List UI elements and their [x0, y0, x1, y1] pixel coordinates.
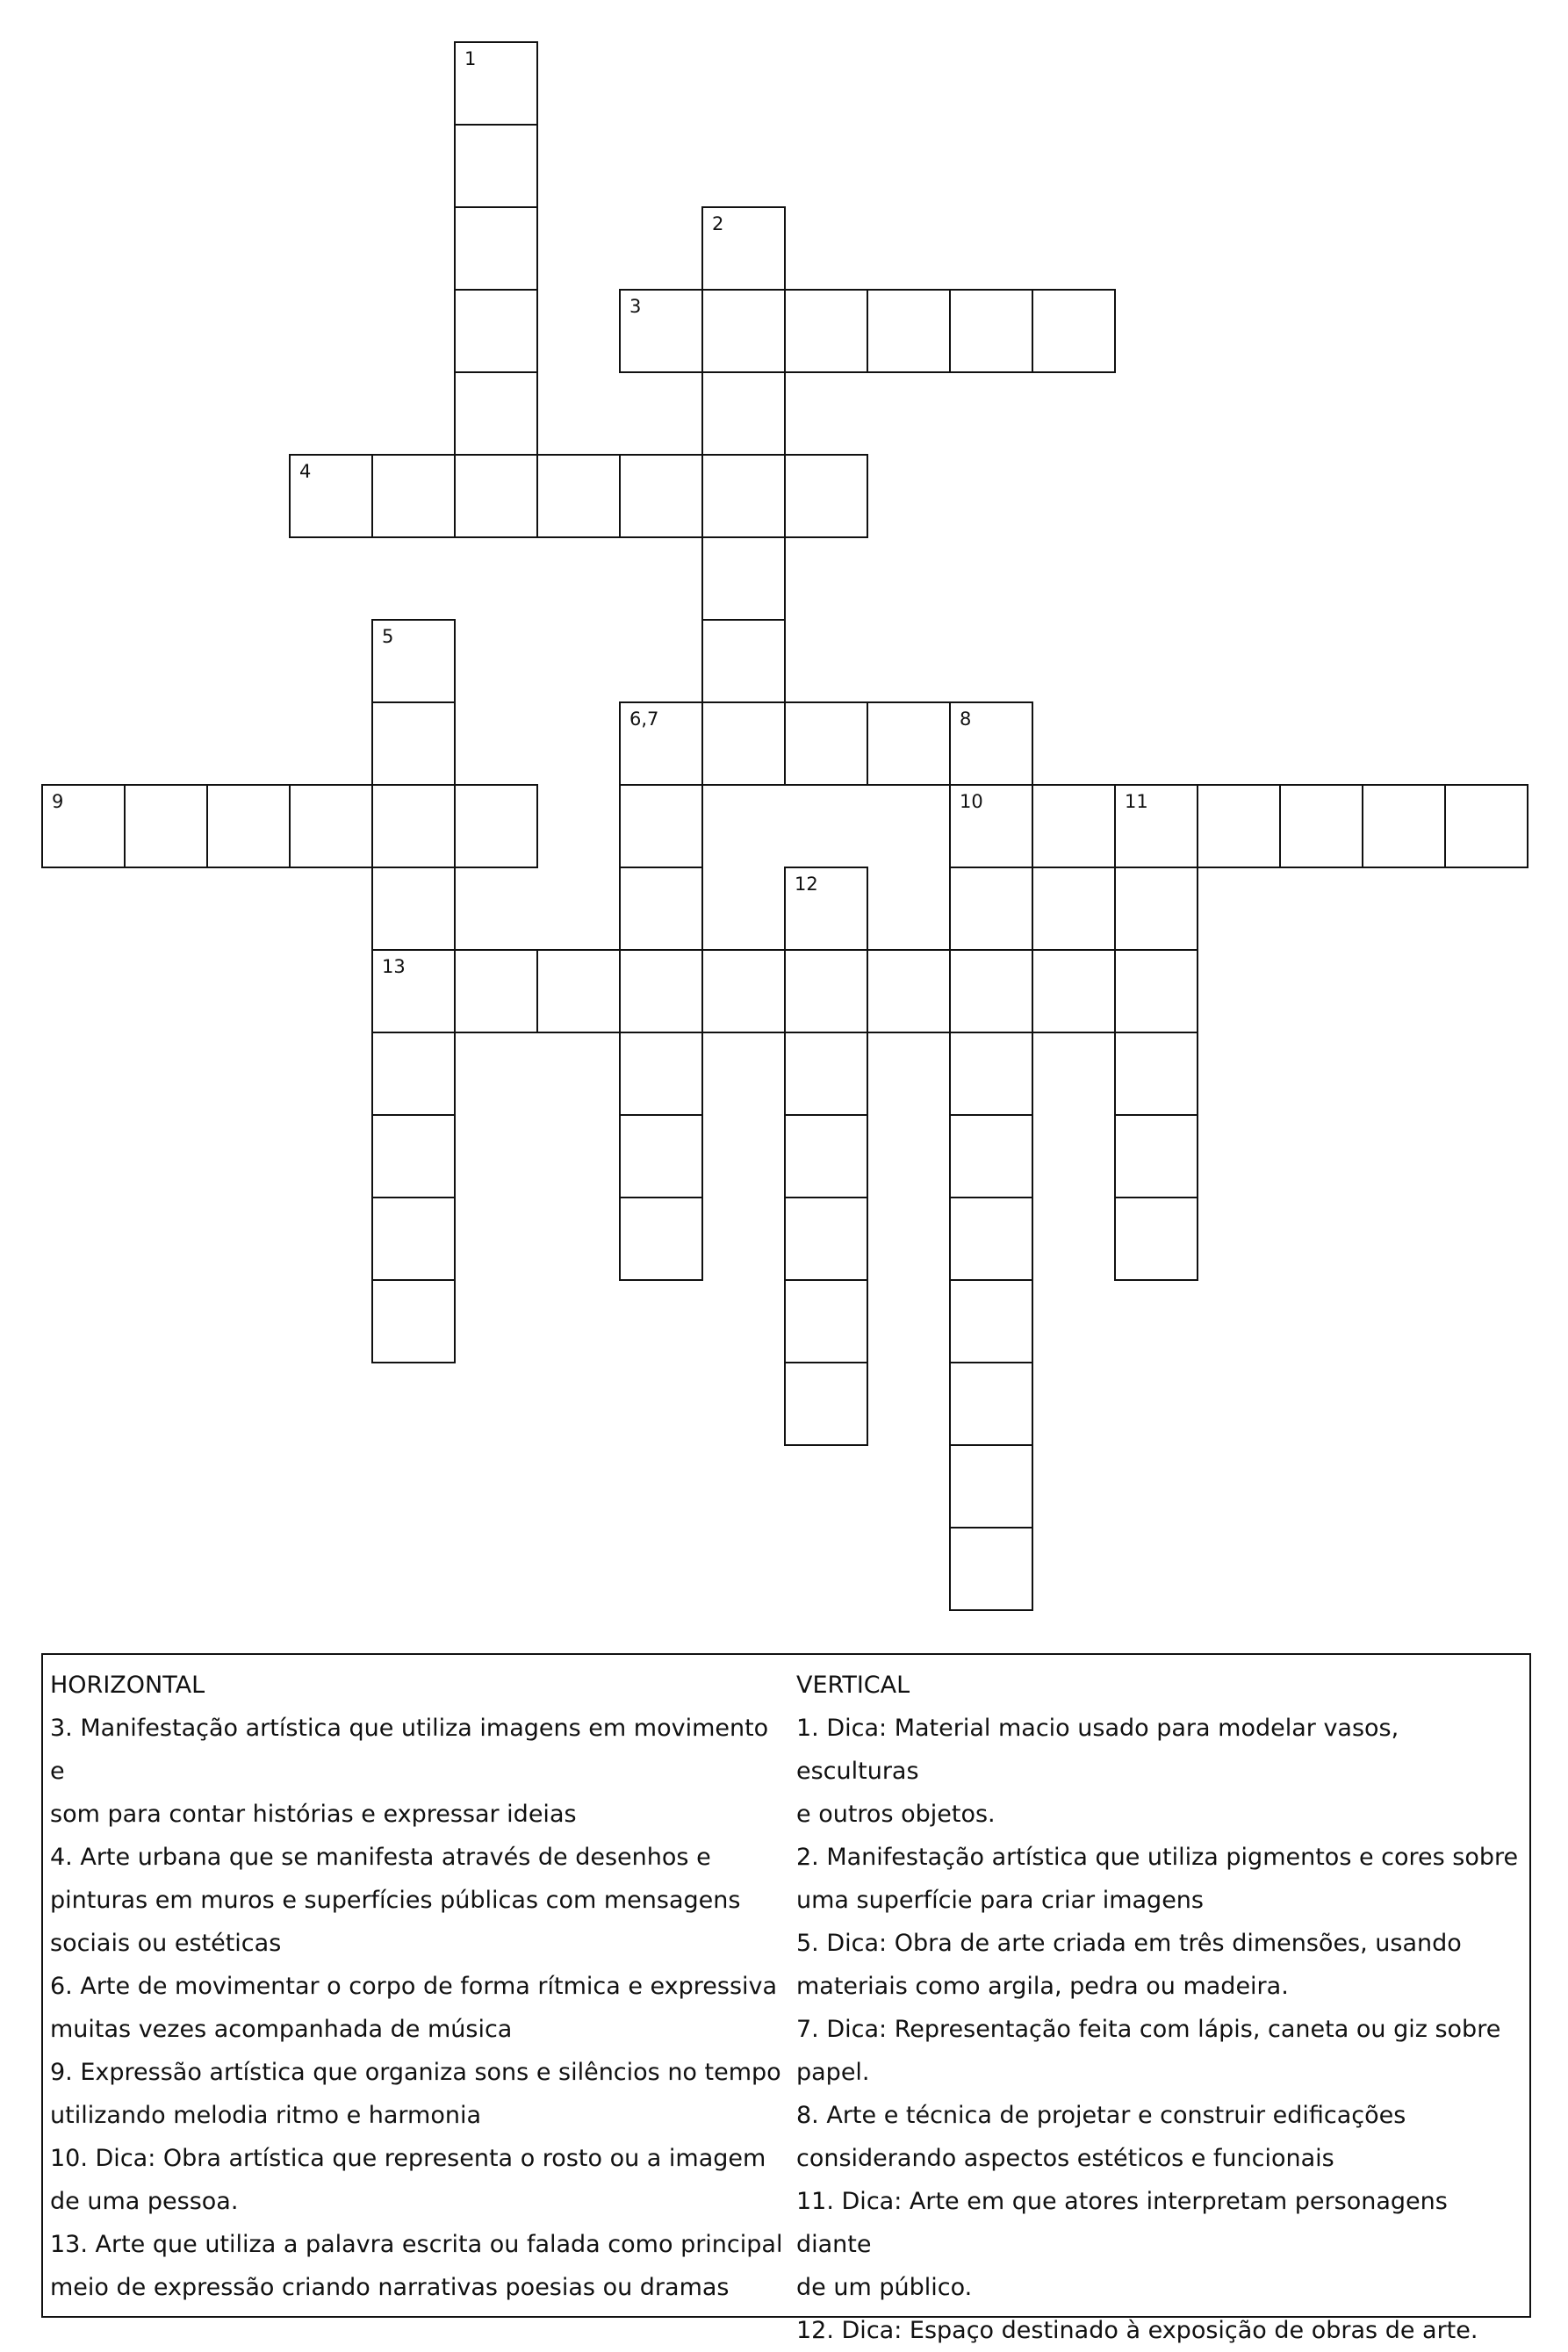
grid-cell[interactable] — [784, 289, 868, 373]
grid-cell[interactable] — [949, 701, 1033, 786]
grid-cell[interactable] — [619, 1197, 703, 1281]
grid-cell[interactable] — [784, 949, 868, 1033]
grid-cell[interactable] — [701, 701, 786, 786]
grid-cell[interactable] — [619, 701, 703, 786]
horizontal-clue — [50, 2223, 788, 2309]
grid-cell[interactable] — [454, 289, 538, 373]
clue-line: uma superfície para criar imagens — [796, 1887, 1204, 1914]
clue-line: utilizando melodia ritmo e harmonia — [50, 2102, 482, 2129]
grid-cell[interactable] — [1032, 289, 1116, 373]
grid-cell[interactable] — [619, 289, 703, 373]
clue-number: 11 — [1125, 791, 1148, 812]
grid-cell[interactable] — [784, 454, 868, 538]
grid-cell[interactable] — [371, 1197, 456, 1281]
clue-number: 8 — [960, 708, 972, 730]
grid-cell[interactable] — [1114, 1197, 1198, 1281]
clue-line: som para contar histórias e expressar ideias — [50, 1801, 577, 1828]
horizontal-clues — [50, 1664, 788, 2309]
grid-cell[interactable] — [867, 701, 951, 786]
grid-cell[interactable] — [867, 289, 951, 373]
grid-cell[interactable] — [454, 454, 538, 538]
grid-cell[interactable] — [536, 454, 621, 538]
grid-cell[interactable] — [1114, 867, 1198, 951]
grid-cell[interactable] — [701, 371, 786, 456]
clue-number: 10 — [960, 791, 983, 812]
grid-cell[interactable] — [371, 619, 456, 703]
grid-cell[interactable] — [371, 867, 456, 951]
vertical-clue — [796, 2180, 1525, 2309]
grid-cell[interactable] — [784, 1279, 868, 1363]
clue-line: 11. Dica: Arte em que atores interpretam personagens diante — [796, 2188, 1448, 2258]
vertical-clue — [796, 2094, 1525, 2180]
clue-number: 1 — [464, 48, 477, 69]
grid-cell[interactable] — [124, 784, 208, 868]
grid-cell[interactable] — [454, 371, 538, 456]
horizontal-clue — [50, 1965, 788, 2051]
clue-line: muitas vezes acompanhada de música — [50, 2016, 513, 2043]
vertical-clue — [796, 2309, 1525, 2352]
vertical-clue — [796, 2008, 1525, 2094]
grid-cell[interactable] — [1114, 1032, 1198, 1116]
clue-number: 3 — [629, 296, 642, 317]
vertical-clues — [796, 1664, 1525, 2352]
grid-cell[interactable] — [619, 949, 703, 1033]
grid-cell[interactable] — [1114, 1114, 1198, 1198]
clue-line: 5. Dica: Obra de arte criada em três dimensões, usando — [796, 1930, 1462, 1957]
grid-cell[interactable] — [701, 289, 786, 373]
grid-cell[interactable] — [371, 1114, 456, 1198]
clue-line: papel. — [796, 2059, 870, 2086]
grid-cell[interactable] — [784, 1032, 868, 1116]
grid-cell[interactable] — [619, 1032, 703, 1116]
grid-cell[interactable] — [1032, 784, 1116, 868]
grid-cell[interactable] — [949, 1279, 1033, 1363]
grid-cell[interactable] — [371, 1279, 456, 1363]
clues-box — [41, 1653, 1531, 2344]
grid-cell[interactable] — [371, 454, 456, 538]
grid-cell[interactable] — [619, 784, 703, 868]
grid-cell[interactable] — [619, 454, 703, 538]
grid-cell[interactable] — [784, 701, 868, 786]
grid-cell[interactable] — [289, 454, 373, 538]
grid-cell[interactable] — [454, 41, 538, 126]
grid-cell[interactable] — [454, 784, 538, 868]
grid-cell[interactable] — [949, 1114, 1033, 1198]
grid-cell[interactable] — [949, 1444, 1033, 1528]
clue-line: 9. Expressão artística que organiza sons e silêncios no tempo — [50, 2059, 781, 2086]
clue-number: 12 — [795, 874, 818, 895]
grid-cell[interactable] — [949, 1527, 1033, 1611]
grid-cell[interactable] — [1444, 784, 1528, 868]
clue-line: 7. Dica: Representação feita com lápis, caneta ou giz sobre — [796, 2016, 1501, 2043]
grid-cell[interactable] — [701, 949, 786, 1033]
grid-cell[interactable] — [784, 867, 868, 951]
vertical-clue — [796, 1836, 1525, 1922]
grid-cell[interactable] — [701, 454, 786, 538]
grid-cell[interactable] — [701, 619, 786, 703]
grid-cell[interactable] — [1279, 784, 1363, 868]
grid-cell[interactable] — [701, 536, 786, 621]
grid-cell[interactable] — [949, 1197, 1033, 1281]
clue-line: 4. Arte urbana que se manifesta através de desenhos e — [50, 1844, 711, 1871]
grid-cell[interactable] — [949, 949, 1033, 1033]
clue-line: 12. Dica: Espaço destinado à exposição de obras de arte. — [796, 2317, 1478, 2344]
clue-number: 2 — [712, 213, 724, 234]
grid-cell[interactable] — [1032, 949, 1116, 1033]
grid-cell[interactable] — [1114, 784, 1198, 868]
grid-cell[interactable] — [619, 867, 703, 951]
clue-line: 8. Arte e técnica de projetar e construir edificações — [796, 2102, 1406, 2129]
grid-cell[interactable] — [371, 1032, 456, 1116]
clue-line: 6. Arte de movimentar o corpo de forma rítmica e expressiva — [50, 1973, 778, 2000]
clue-line: de um público. — [796, 2274, 973, 2301]
grid-cell[interactable] — [371, 949, 456, 1033]
grid-cell[interactable] — [619, 1114, 703, 1198]
grid-cell[interactable] — [949, 867, 1033, 951]
grid-cell[interactable] — [289, 784, 373, 868]
clue-number: 13 — [382, 956, 406, 977]
horizontal-clue — [50, 1836, 788, 1965]
grid-cell[interactable] — [701, 206, 786, 291]
clue-line: meio de expressão criando narrativas poesias ou dramas — [50, 2274, 730, 2301]
clue-number: 6,7 — [629, 708, 659, 730]
grid-cell[interactable] — [949, 784, 1033, 868]
horizontal-clue — [50, 2051, 788, 2137]
horizontal-clue — [50, 1707, 788, 1836]
grid-cell[interactable] — [371, 701, 456, 786]
grid-cell[interactable] — [1114, 949, 1198, 1033]
grid-cell[interactable] — [454, 124, 538, 208]
clue-number: 9 — [52, 791, 64, 812]
clue-line: considerando aspectos estéticos e funcionais — [796, 2145, 1334, 2172]
clue-line: materiais como argila, pedra ou madeira. — [796, 1973, 1289, 2000]
grid-cell[interactable] — [371, 784, 456, 868]
grid-cell[interactable] — [1362, 784, 1446, 868]
grid-cell[interactable] — [454, 949, 538, 1033]
grid-cell[interactable] — [784, 1362, 868, 1446]
horizontal-clue-list — [50, 1707, 788, 2309]
clue-line: e outros objetos. — [796, 1801, 996, 1828]
grid-cell[interactable] — [949, 1032, 1033, 1116]
grid-cell[interactable] — [536, 949, 621, 1033]
clue-line: 1. Dica: Material macio usado para modelar vasos, esculturas — [796, 1715, 1399, 1785]
grid-cell[interactable] — [1197, 784, 1281, 868]
clue-line: 10. Dica: Obra artística que representa o rosto ou a imagem — [50, 2145, 766, 2172]
vertical-clue — [796, 1707, 1525, 1836]
horizontal-clue — [50, 2137, 788, 2223]
clue-number: 4 — [299, 461, 312, 482]
grid-cell[interactable] — [206, 784, 291, 868]
vertical-clue — [796, 1922, 1525, 2008]
vertical-heading: VERTICAL — [796, 1672, 910, 1699]
grid-cell[interactable] — [949, 289, 1033, 373]
clue-line: 3. Manifestação artística que utiliza imagens em movimento e — [50, 1715, 769, 1785]
grid-cell[interactable] — [784, 1114, 868, 1198]
vertical-clue-list — [796, 1707, 1525, 2352]
horizontal-heading: HORIZONTAL — [50, 1672, 205, 1699]
clue-line: sociais ou estéticas — [50, 1930, 282, 1957]
clue-number: 5 — [382, 626, 394, 647]
grid-cell[interactable] — [454, 206, 538, 291]
clue-line: 2. Manifestação artística que utiliza pigmentos e cores sobre — [796, 1844, 1519, 1871]
clue-line: de uma pessoa. — [50, 2188, 239, 2215]
grid-cell[interactable] — [41, 784, 126, 868]
grid-cell[interactable] — [867, 949, 951, 1033]
grid-cell[interactable] — [949, 1362, 1033, 1446]
grid-cell[interactable] — [784, 1197, 868, 1281]
clue-line: pinturas em muros e superfícies públicas com mensagens — [50, 1887, 741, 1914]
clue-line: 13. Arte que utiliza a palavra escrita ou falada como principal — [50, 2231, 783, 2258]
